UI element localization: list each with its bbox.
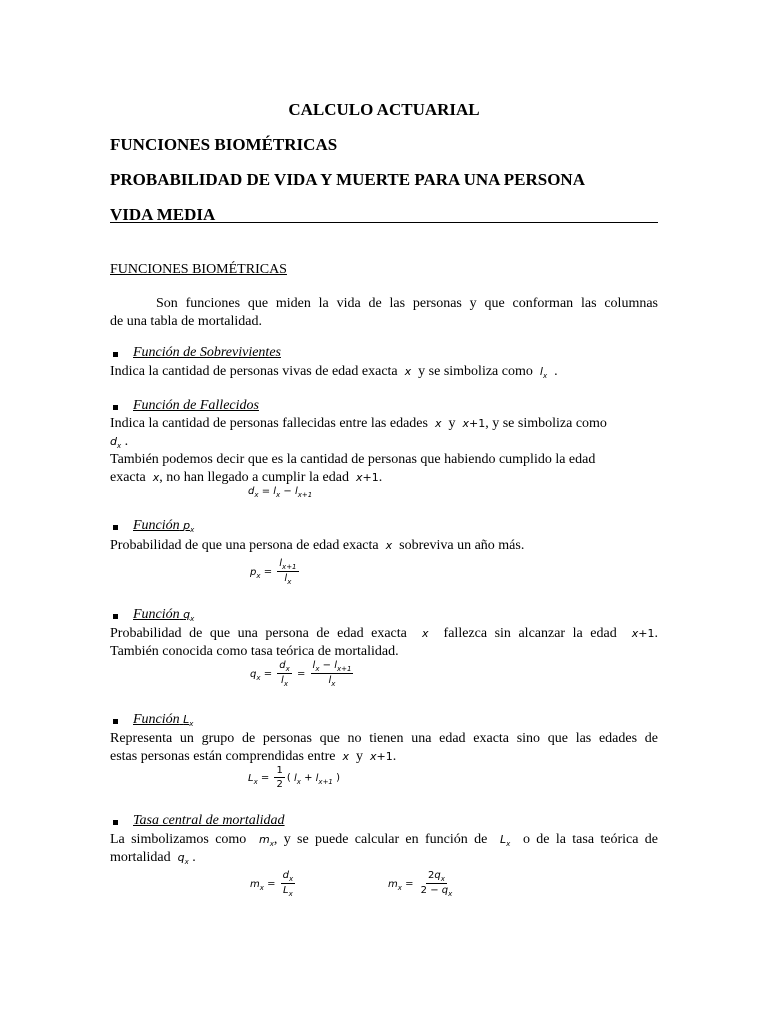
funcion-L-line-1: Representa un grupo de personas que no tienen una edad exacta sino que las edades de xyxy=(110,731,658,746)
bullet-icon xyxy=(113,405,118,410)
fallecidos-line-1: Indica la cantidad de personas fallecidas entre las edades x y x+1, y se simboliza como xyxy=(110,416,607,431)
funcion-L-title: Función $L_x$ xyxy=(133,712,194,728)
funcion-q-line-2: También conocida como tasa teórica de mortalidad. xyxy=(110,644,399,659)
tasa-central-line-1: La simbolizamos como $m_x$, y se puede calcular en función de $L_x$ o de la tasa teórica de xyxy=(110,832,659,848)
funcion-p-text: Probabilidad de que una persona de edad exacta x sobreviva un año más. xyxy=(110,538,525,553)
bullet-icon xyxy=(113,352,118,357)
funcion-q-line-1: Probabilidad de que una persona de edad exacta x fallezca sin alcanzar la edad x+1. xyxy=(110,626,659,641)
bullet-icon xyxy=(113,614,118,619)
heading-funciones: FUNCIONES BIOMÉTRICAS xyxy=(110,135,338,154)
formula-Lx: $L_x$ = $\frac{1}{2}$ ( $l_x + l_{x+1}$ ) xyxy=(248,765,340,790)
bullet-icon xyxy=(113,820,118,825)
heading-divider xyxy=(110,222,658,223)
section-title: FUNCIONES BIOMÉTRICAS xyxy=(110,262,287,277)
bullet-icon xyxy=(113,525,118,530)
fallecidos-symbol: $d_x$ . xyxy=(110,434,129,450)
tasa-central-title: Tasa central de mortalidad xyxy=(133,813,285,828)
intro-line-1: Son funciones que miden la vida de las personas y que conforman las columnas xyxy=(156,296,658,311)
formula-qx: $q_x$ = $\frac{d_x}{l_x}$ = $\frac{l_x - l_{x+1}}{l_x}$ xyxy=(250,660,352,688)
intro-paragraph xyxy=(110,295,658,313)
sobrevivientes-text: Indica la cantidad de personas vivas de edad exacta x y se simboliza como $l_x$ . xyxy=(110,364,558,380)
intro-line-2: de una tabla de mortalidad. xyxy=(110,314,262,329)
heading-probabilidad: PROBABILIDAD DE VIDA Y MUERTE PARA UNA PERSONA xyxy=(110,170,585,189)
fallecidos-line-3: También podemos decir que es la cantidad de personas que habiendo cumplido la edad xyxy=(110,452,596,467)
formula-mx-1: $m_x$ = $\frac{d_x}{L_x}$ xyxy=(250,870,294,898)
funcion-p-title: Función $p_x$ xyxy=(133,518,195,534)
heading-vida-media: VIDA MEDIA xyxy=(110,205,216,224)
fallecidos-title: Función de Fallecidos xyxy=(133,398,259,413)
document-title: CALCULO ACTUARIAL xyxy=(288,100,480,119)
tasa-central-line-2: mortalidad $q_x$ . xyxy=(110,850,196,866)
formula-dx: $d_x = l_x - l_{x+1}$ xyxy=(248,486,313,499)
formula-mx-2: $m_x$ = $\frac{2q_x}{2 - q_x}$ xyxy=(388,870,453,898)
funcion-q-title: Función $q_x$ xyxy=(133,607,195,623)
bullet-icon xyxy=(113,719,118,724)
formula-px: $p_x$ = $\frac{l_{x+1}}{l_x}$ xyxy=(250,558,297,586)
funcion-L-line-2: estas personas están comprendidas entre x y x+1. xyxy=(110,749,397,764)
sobrevivientes-title: Función de Sobrevivientes xyxy=(133,345,281,360)
fallecidos-line-4: exacta x, no han llegado a cumplir la edad x+1. xyxy=(110,470,383,485)
